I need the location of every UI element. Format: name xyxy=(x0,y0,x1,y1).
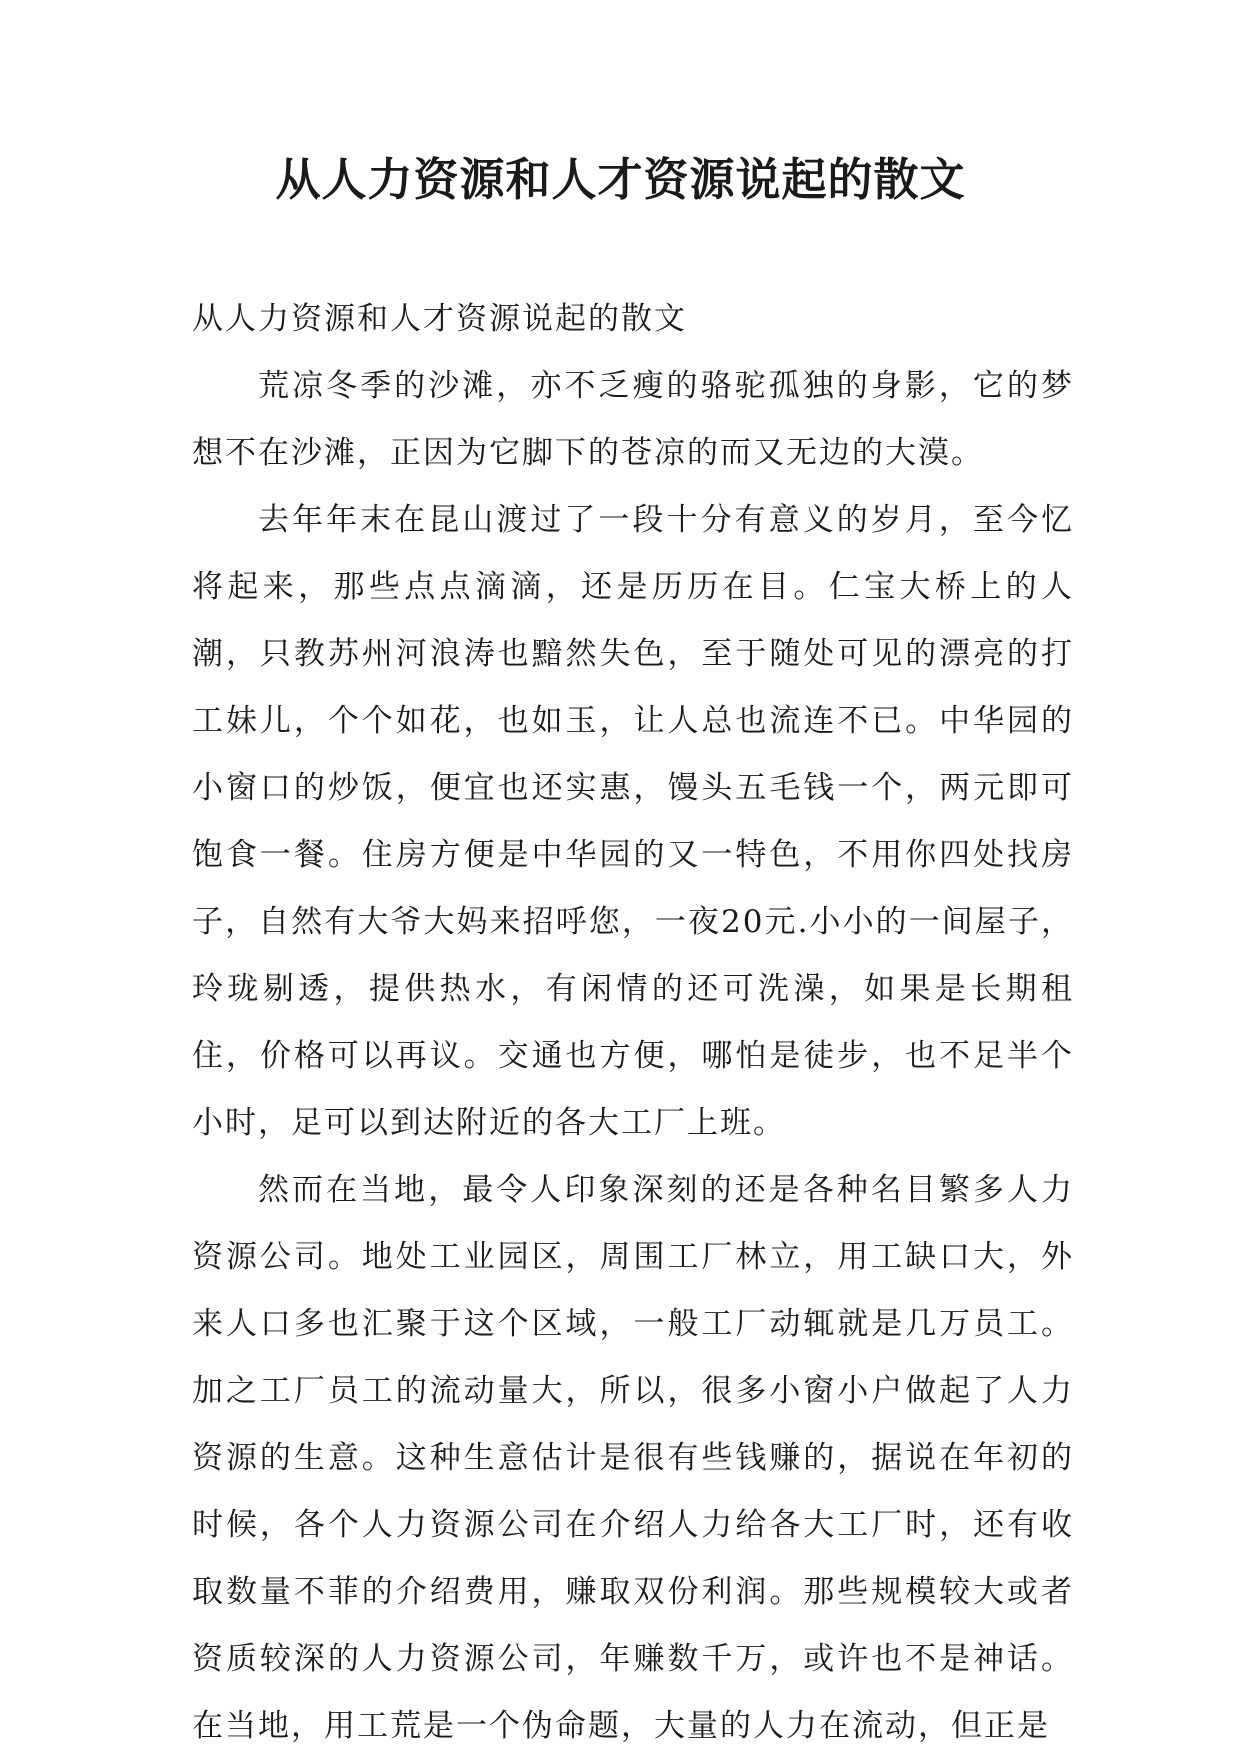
document-body xyxy=(192,286,1074,1760)
paragraph-2: 去年年末在昆山渡过了一段十分有意义的岁月，至今忆将起来，那些点点滴滴，还是历历在目。仁宝大桥上的人潮，只教苏州河浪涛也黯然失色，至于随处可见的漂亮的打工妹儿，个个如花，也如玉，让人总也流连不已。中华园的小窗口的炒饭，便宜也还实惠，馒头五毛钱一个，两元即可饱食一餐。住房方便是中华园的又一特色，不用你四处找房子，自然有大爷大妈来招呼您，一夜20元.小小的一间屋子，玲珑剔透，提供热水，有闲情的还可洗澡，如果是长期租住，价格可以再议。交通也方便，哪怕是徒步，也不足半个小时，足可以到达附近的各大工厂上班。 xyxy=(192,502,1074,1141)
paragraph-3: 然而在当地，最令人印象深刻的还是各种名目繁多人力资源公司。地处工业园区，周围工厂林立，用工缺口大，外来人口多也汇聚于这个区域，一般工厂动辄就是几万员工。加之工厂员工的流动量大，所以，很多小窗小户做起了人力资源的生意。这种生意估计是很有些钱赚的，据说在年初的时候，各个人力资源公司在介绍人力给各大工厂时，还有收取数量不菲的介绍费用，赚取双份利润。那些规模较大或者资质较深的人力资源公司，年赚数千万，或许也不是神话。在当地，用工荒是一个伪命题，大量的人力在流动，但正是 xyxy=(192,1172,1074,1744)
paragraph-1: 荒凉冬季的沙滩，亦不乏瘦的骆驼孤独的身影，它的梦想不在沙滩，正因为它脚下的苍凉的而又无边的大漠。 xyxy=(192,368,1074,471)
document-subtitle: 从人力资源和人才资源说起的散文 xyxy=(192,301,687,337)
document-title: 从人力资源和人才资源说起的散文 xyxy=(275,153,966,206)
